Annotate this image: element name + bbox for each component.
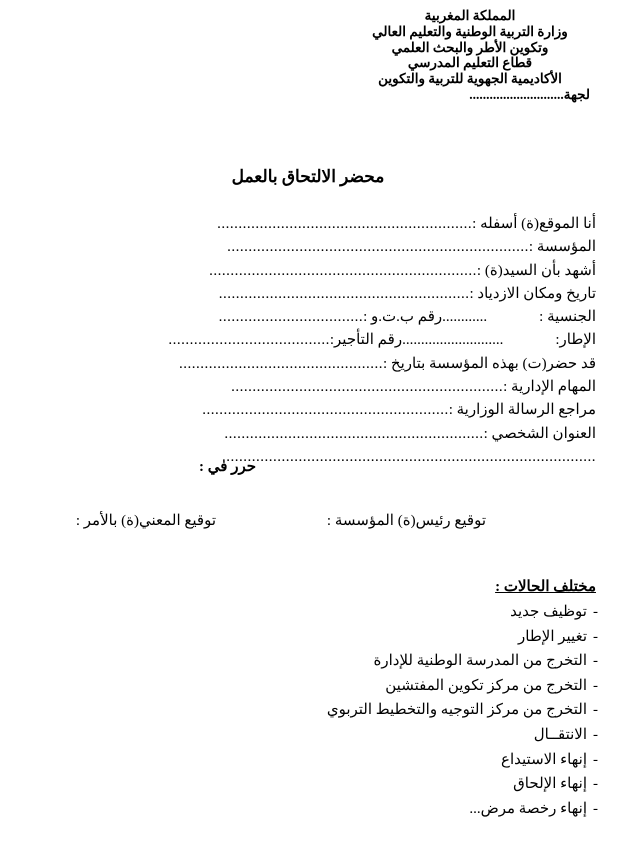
case-text: توظيف جديد	[510, 604, 587, 620]
field-label: العنوان الشخصي :	[483, 425, 596, 442]
bullet: -	[593, 800, 598, 817]
bullet: -	[593, 726, 598, 743]
list-item	[327, 723, 598, 748]
field-ministerial-ref	[21, 399, 596, 422]
header-line-region	[350, 87, 590, 103]
signature-person: توقيع المعني(ة) بالأمر :	[75, 513, 216, 529]
field-dots: .............................................................	[224, 425, 484, 442]
field-dots: ...............................................................	[209, 262, 477, 279]
header-line-sector: قطاع التعليم المدرسي	[407, 55, 533, 71]
document-title-text: محضر الالتحاق بالعمل	[231, 167, 385, 186]
region-label: لجهة	[563, 86, 590, 102]
bullet: -	[593, 702, 598, 719]
case-text: التخرج من مركز التوجيه والتخطيط التربوي	[326, 702, 587, 719]
field-dots: ...........................	[402, 332, 504, 349]
field-label: مراجع الرسالة الوزارية :	[448, 402, 596, 419]
case-text: التخرج من مركز تكوين المفتشين	[385, 677, 587, 694]
case-text: إنهاء الاستيداع	[501, 751, 587, 768]
list-item	[327, 649, 598, 674]
field-address	[21, 423, 596, 446]
field-attendance-date	[21, 353, 596, 376]
bullet: -	[593, 628, 598, 645]
bullet: -	[593, 653, 598, 670]
field-label-cin: رقم ب.ت.و :	[363, 309, 443, 326]
field-signatory	[21, 213, 596, 236]
list-item	[327, 797, 598, 822]
cases-title: مختلف الحالات :	[495, 579, 596, 595]
signed-at: حرر في :	[199, 459, 256, 475]
field-label: الجنسية :	[539, 309, 596, 326]
case-text: إنهاء رخصة مرض...	[469, 800, 587, 817]
field-dots: ............................................................	[217, 216, 473, 232]
field-dots: ................................................	[179, 355, 384, 372]
document-title	[0, 167, 626, 187]
field-label: أنا الموقع(ة) أسفله :	[472, 216, 596, 232]
bullet: -	[593, 604, 598, 620]
field-label: قد حضر(ت) بهذه المؤسسة بتاريخ :	[383, 355, 596, 372]
field-label-payroll: رقم التأجير:	[329, 332, 403, 349]
list-item	[327, 698, 598, 723]
header-line-kingdom: المملكة المغربية	[424, 8, 516, 23]
field-dots: ...........................................................	[218, 285, 470, 302]
bullet: -	[593, 776, 598, 793]
signature-head: توقيع رئيس(ة) المؤسسة :	[326, 513, 486, 529]
field-dots: .......................................................................	[227, 239, 529, 256]
case-text: الانتقــال	[533, 726, 587, 743]
field-label: أشهد بأن السيد(ة) :	[476, 262, 596, 279]
field-birth	[21, 283, 596, 306]
list-item	[327, 748, 598, 773]
bullet: -	[593, 751, 598, 768]
case-text: تغيير الإطار	[518, 628, 587, 645]
list-item	[327, 600, 598, 625]
header-line-academy: الأكاديمية الجهوية للتربية والتكوين	[378, 71, 562, 87]
case-text: إنهاء الإلحاق	[513, 776, 587, 793]
case-text: التخرج من المدرسة الوطنية للإدارة	[373, 653, 587, 670]
field-dots: ..........................................................	[202, 402, 449, 419]
list-item	[327, 674, 598, 699]
field-admin-tasks	[21, 376, 596, 399]
region-dots: ............................	[469, 86, 564, 102]
field-label: المهام الإدارية :	[503, 379, 596, 396]
field-person	[21, 260, 596, 283]
header-line-training: وتكوين الأطر والبحث العلمي	[391, 39, 549, 55]
field-institution	[21, 236, 596, 259]
bullet: -	[593, 677, 598, 694]
header-line-ministry: وزارة التربية الوطنية والتعليم العالي	[372, 23, 568, 39]
cases-list	[327, 600, 598, 821]
field-label: المؤسسة :	[528, 239, 596, 256]
field-dots: ......................................	[168, 332, 330, 349]
field-address-continued	[21, 446, 596, 469]
form-fields	[21, 213, 596, 469]
field-nationality	[21, 306, 596, 329]
field-label: تاريخ ومكان الازدياد :	[469, 285, 596, 302]
field-label: الإطار:	[555, 332, 596, 349]
letterhead	[350, 8, 590, 103]
list-item	[327, 772, 598, 797]
field-dots: ............	[442, 309, 488, 326]
field-grade	[21, 329, 596, 352]
field-dots: ........................................................................................	[222, 448, 596, 465]
field-dots: ................................................................	[231, 379, 504, 396]
field-dots: ..................................	[218, 309, 364, 326]
list-item	[327, 625, 598, 650]
